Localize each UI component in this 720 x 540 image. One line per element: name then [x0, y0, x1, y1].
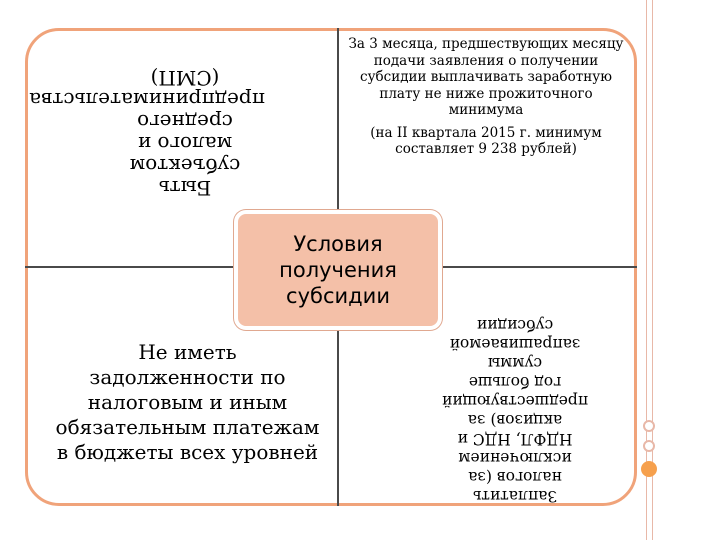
quadrant-bottom-left-text: Не иметь задолженности по налоговым и иным обязательным платежам в бюджеты всех уровней — [55, 340, 320, 464]
quadrant-top-right — [345, 36, 627, 158]
quadrant-bottom-right-text: Заплатить налогов (за исключением НДФЛ, НДС и акцизов) за предшествующий год больше суммы запрашиваемой субсидии — [441, 316, 589, 505]
rail-dot-accent — [641, 461, 657, 477]
quadrant-top-left-text: Быть субъектом малого и среднего предпринимательства (СМП) — [29, 65, 265, 200]
quadrant-top-right-text: За 3 месяца, предшествующих месяцу подачи заявления о получении субсидии выплачивать заработную плату не ниже прожиточного минимума — [348, 36, 624, 118]
rail-line-right — [652, 0, 653, 540]
quadrant-top-right-subtext: (на II квартала 2015 г. минимум составляет 9 238 рублей) — [370, 124, 602, 157]
rail-dot — [643, 440, 655, 452]
rail-dot — [643, 420, 655, 432]
quadrant-top-left — [29, 30, 330, 235]
center-label: Условия получения субсидии — [279, 232, 397, 308]
quadrant-bottom-left — [55, 340, 320, 465]
quadrant-bottom-right — [395, 316, 635, 505]
rail-line-left — [646, 0, 647, 540]
center-box — [234, 210, 442, 330]
